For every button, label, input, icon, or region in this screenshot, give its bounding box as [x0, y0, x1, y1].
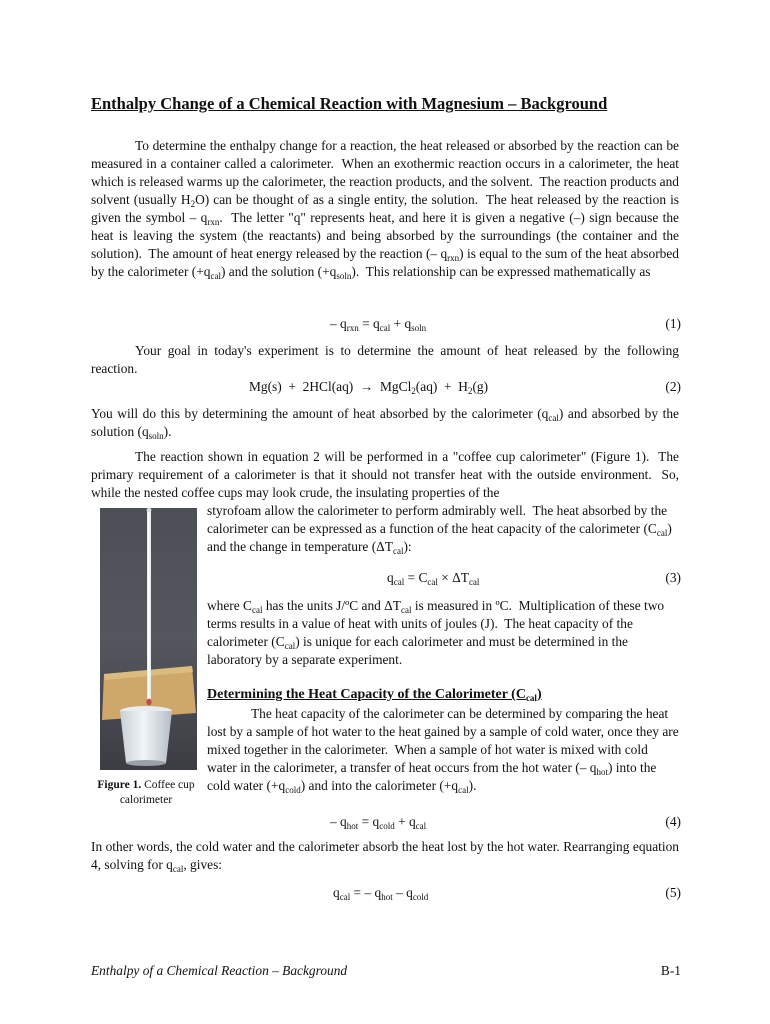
coffee-cup-calorimeter-photo: [100, 508, 197, 770]
coffee-cup-paragraph: The reaction shown in equation 2 will be performed in a "coffee cup calorimeter" (Figure 1). The primary requirement of a calorimeter is that it should not transfer heat with the outside environment. So, while the nested coffee cups may look crude, the insulating properties of the: [91, 449, 679, 500]
section-heading-sub: cal: [525, 693, 537, 703]
equation-1-number: (1): [665, 316, 681, 331]
footer-title: Enthalpy of a Chemical Reaction – Background: [91, 963, 348, 978]
equation-4: – $q_{hot} = q_{cold} + q_{cal}$ (4): [330, 814, 681, 831]
equation-5-number: (5): [665, 885, 681, 900]
equation-1: – $q_{rxn} = q_{cal} + q_{soln}$ (1): [330, 316, 681, 333]
styrofoam-paragraph: styrofoam allow the calorimeter to perform admirably well. The heat absorbed by the calorimeter can be expressed as a function of the heat capacity of the calorimeter $(C_{cal})$ and the change in temperature $(\Delta T_{cal})$:: [207, 503, 672, 556]
equation-2: Mg(s) + 2HCl(aq) → MgCl$_2$(aq) + $H_2(g)$ (2): [249, 379, 681, 396]
figure-caption-text: Coffee cup calorimeter: [119, 779, 195, 806]
goal-paragraph: Your goal in today's experiment is to determine the amount of heat released by the following reaction.: [91, 343, 679, 376]
units-paragraph: where $C_{cal}$ has the units J/ºC and $\Delta T_{cal}$ is measured in ºC. Multiplication of these two terms results in a value of heat with units of joules (J). The heat capacity of the calorimeter $(C_{cal})$ is unique for each calorimeter and must be determined in the laboratory by a separate experiment.: [207, 598, 665, 667]
equation-4-number: (4): [665, 814, 681, 829]
section-heading-close: ): [536, 687, 542, 702]
rearranging-paragraph: In other words, the cold water and the calorimeter absorb the heat lost by the hot water. Rearranging equation 4, solving for $q_{cal}$, gives:: [91, 839, 679, 874]
equation-5: $q_{cal}$ = – $q_{hot} - q_{cold}$ (5): [333, 885, 681, 902]
intro-paragraph: To determine the enthalpy change for a reaction, the heat released or absorbed by the reaction can be measured in a container called a calorimeter. When an exothermic reaction occurs in a calorimeter, the heat which is released warms up the calorimeter, the reaction products, and the solvent. The reaction products and solvent (usually $H_2O$) can be thought of as a single entity, the solution. The heat released by the reaction is given the symbol – $q_{rxn}$. The letter "q" represents heat, and here it is given a negative (–) sign because the heat is leaving the system (the reactants) and being absorbed by the surroundings (the container and the solution). The amount of heat energy released by the reaction (– $q_{rxn}$) is equal to the sum of the heat absorbed by the calorimeter $(+q_{cal})$ and the solution $(+q_{soln})$. This relationship can be expressed mathematically as: [91, 138, 680, 281]
figure-label: Figure 1.: [97, 779, 142, 791]
equation-2-number: (2): [665, 379, 681, 394]
figure-caption: [96, 778, 196, 808]
section-heading-text: Determining the Heat Capacity of the Calorimeter (C: [207, 687, 526, 702]
equation-3: $q_{cal} = C_{cal} \times \Delta T_{cal}$ (3): [387, 570, 681, 587]
heat-capacity-paragraph: The heat capacity of the calorimeter can be determined by comparing the heat lost by a sample of hot water to the heat gained by a sample of cold water, once they are mixed together in the calorimeter. When a sample of hot water is mixed with cold water in the calorimeter, a transfer of heat occurs from the hot water (– $q_{hot}$) into the cold water $(+q_{cold})$ and into the calorimeter $(+q_{cal})$.: [207, 706, 679, 795]
page-title: Enthalpy Change of a Chemical Reaction with Magnesium – Background: [91, 94, 608, 113]
page-footer: [91, 962, 681, 980]
method-paragraph: You will do this by determining the amount of heat absorbed by the calorimeter $(q_{cal})$ and absorbed by the solution $(q_{soln})$.: [91, 406, 679, 441]
section-heading: [207, 686, 607, 704]
page-number: B-1: [660, 963, 681, 978]
equation-3-number: (3): [665, 570, 681, 585]
